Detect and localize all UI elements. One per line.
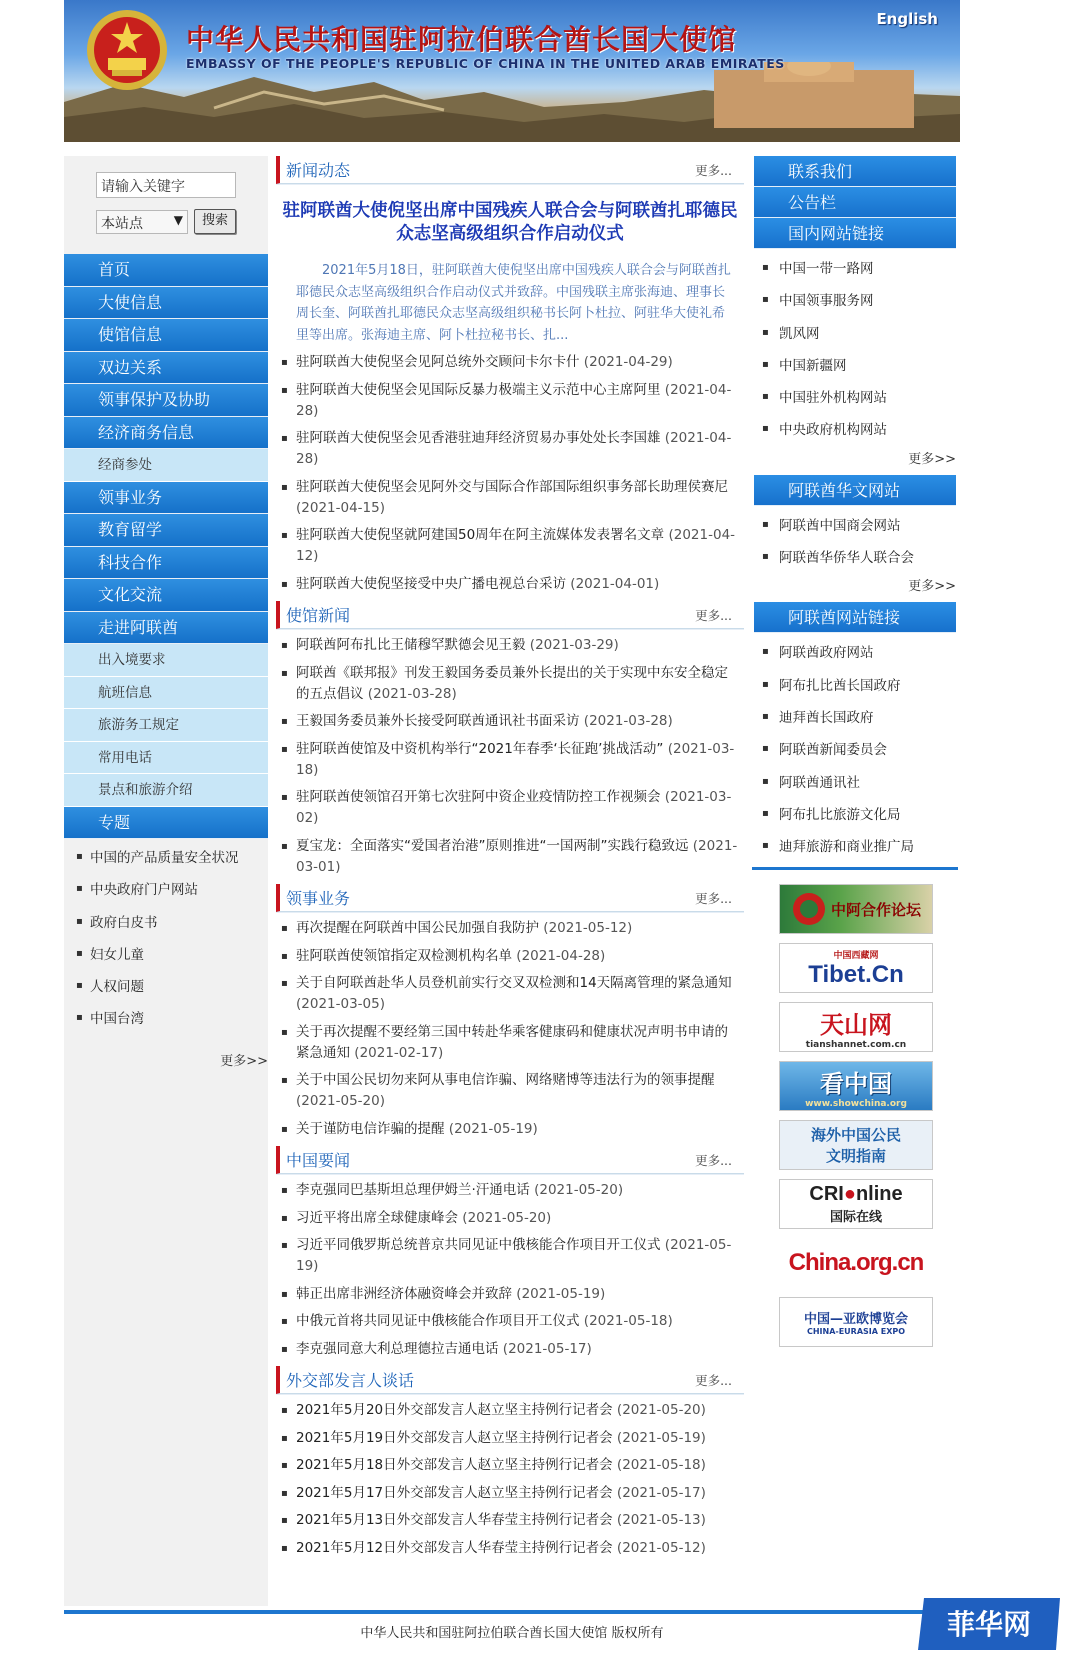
news-date: (2021-05-13) bbox=[616, 1512, 706, 1528]
nav-item[interactable]: 经济商务信息 bbox=[64, 417, 268, 450]
news-title[interactable]: 关于再次提醒不要经第三国中转赴华乘客健康码和健康状况声明书申请的紧急通知 bbox=[296, 1023, 728, 1061]
section-title[interactable]: 新闻动态 bbox=[286, 161, 351, 180]
domestic-links-header: 国内网站链接 bbox=[754, 218, 956, 249]
chinese-sites-list bbox=[752, 510, 958, 575]
news-item[interactable] bbox=[276, 635, 744, 656]
nav-item[interactable]: 航班信息 bbox=[64, 677, 268, 710]
external-link[interactable]: ▪ 迪拜酋长国政府 bbox=[752, 702, 958, 734]
news-title[interactable]: 阿联酋《联邦报》刊发王毅国务委员兼外长提出的关于实现中东安全稳定的五点倡议 bbox=[296, 664, 728, 702]
chinese-more-link[interactable]: 更多>> bbox=[908, 579, 956, 595]
section-title[interactable]: 外交部发言人谈话 bbox=[286, 1371, 415, 1390]
great-wall-scenery bbox=[64, 62, 960, 142]
external-link[interactable]: ▪ 迪拜旅游和商业推广局 bbox=[752, 831, 958, 863]
news-item[interactable] bbox=[276, 1483, 744, 1504]
external-link[interactable]: ▪ 凯风网 bbox=[752, 318, 958, 350]
news-item[interactable] bbox=[276, 1538, 744, 1559]
news-list bbox=[276, 352, 744, 595]
news-item[interactable] bbox=[276, 836, 744, 878]
watermark-badge bbox=[910, 1592, 1070, 1656]
news-date: (2021-05-20) bbox=[534, 1182, 624, 1198]
contact-us-button[interactable]: 联系我们 bbox=[754, 156, 956, 187]
search-scope-value: 本站点 bbox=[101, 216, 143, 232]
news-date: (2021-04-01) bbox=[570, 575, 660, 592]
topic-list bbox=[64, 842, 268, 1036]
domestic-links-list bbox=[752, 253, 958, 447]
news-date: (2021-05-12) bbox=[616, 1539, 706, 1556]
external-link[interactable]: ▪ 阿联酋通讯社 bbox=[752, 767, 958, 799]
news-date: (2021-05-17) bbox=[616, 1484, 706, 1501]
logo-text: tianshannet.com.cn bbox=[805, 1039, 907, 1050]
nav-item[interactable]: 科技合作 bbox=[64, 547, 268, 580]
news-item[interactable] bbox=[276, 918, 744, 939]
news-item[interactable] bbox=[276, 1455, 744, 1476]
civility-guide-logo[interactable] bbox=[779, 1120, 933, 1170]
showchina-logo[interactable] bbox=[779, 1061, 933, 1111]
news-item[interactable] bbox=[276, 525, 744, 567]
news-title[interactable]: 2021年5月20日外交部发言人赵立坚主持例行记者会 bbox=[296, 1402, 613, 1418]
news-title[interactable]: 驻阿联酋大使倪坚会见香港驻迪拜经济贸易办事处处长李国雄 bbox=[296, 430, 661, 446]
spokesperson-list bbox=[276, 1400, 744, 1559]
external-link[interactable]: ▪ 阿联酋新闻委员会 bbox=[752, 734, 958, 766]
section-title[interactable]: 领事业务 bbox=[286, 889, 351, 908]
section-header-china-news bbox=[276, 1146, 744, 1174]
tibet-cn-logo[interactable] bbox=[779, 943, 933, 993]
news-title[interactable]: 驻阿联酋大使倪坚接受中央广播电视总台采访 bbox=[296, 575, 566, 592]
notice-board-button[interactable]: 公告栏 bbox=[754, 187, 956, 218]
nav-item[interactable]: 专题 bbox=[64, 807, 268, 840]
more-link[interactable]: 更多... bbox=[695, 608, 732, 623]
news-title[interactable]: 习近平将出席全球健康峰会 bbox=[296, 1209, 458, 1226]
logo-text: China.org.cn bbox=[788, 1249, 924, 1276]
nav-item[interactable]: 教育留学 bbox=[64, 514, 268, 547]
news-item[interactable] bbox=[276, 477, 744, 519]
nav-item[interactable]: 使馆信息 bbox=[64, 319, 268, 352]
left-sidebar bbox=[64, 156, 268, 1606]
section-title[interactable]: 中国要闻 bbox=[286, 1151, 351, 1170]
external-link[interactable]: ▪ 阿联酋政府网站 bbox=[752, 637, 958, 669]
logo-text: 中国—亚欧博览会 bbox=[803, 1312, 908, 1327]
main-content bbox=[276, 156, 744, 1565]
copyright-text: 中华人民共和国驻阿拉伯联合酋长国大使馆 版权所有 bbox=[360, 1626, 664, 1641]
news-item[interactable] bbox=[276, 1339, 744, 1360]
news-date: (2021-05-18) bbox=[583, 1313, 673, 1329]
section-header-spokesperson bbox=[276, 1366, 744, 1394]
nav-item[interactable]: 常用电话 bbox=[64, 742, 268, 775]
news-title[interactable]: 阿联酋阿布扎比王储穆罕默德会见王毅 bbox=[296, 637, 526, 653]
nav-item[interactable]: 首页 bbox=[64, 254, 268, 287]
nav-item[interactable]: 出入境要求 bbox=[64, 644, 268, 677]
globe-icon bbox=[791, 891, 827, 927]
news-date: (2021-05-19) bbox=[448, 1120, 538, 1137]
news-date: (2021-02-17) bbox=[354, 1044, 444, 1061]
cri-online-logo[interactable] bbox=[779, 1179, 933, 1229]
logo-text: Tibet.Cn bbox=[808, 960, 904, 988]
external-link[interactable]: ▪ 阿布扎比酋长国政府 bbox=[752, 670, 958, 702]
news-title[interactable]: 王毅国务委员兼外长接受阿联酋通讯社书面采访 bbox=[296, 713, 580, 729]
news-date: (2021-04-28) bbox=[516, 947, 606, 964]
topic-link[interactable]: ▪ 中央政府门户网站 bbox=[64, 874, 268, 906]
logo-text: 看中国 bbox=[820, 1069, 892, 1098]
nav-item[interactable]: 旅游务工规定 bbox=[64, 709, 268, 742]
logo-text: 中国西藏网 bbox=[833, 950, 879, 961]
news-item[interactable] bbox=[276, 711, 744, 732]
news-date: (2021-04-12) bbox=[296, 527, 736, 564]
news-date: (2021-05-20) bbox=[462, 1209, 552, 1226]
news-title[interactable]: 韩正出席非洲经济体融资峰会并致辞 bbox=[296, 1285, 512, 1302]
nav-item[interactable]: 景点和旅游介绍 bbox=[64, 774, 268, 807]
news-date: (2021-04-15) bbox=[296, 499, 385, 516]
uae-sites-list bbox=[752, 637, 958, 863]
news-title[interactable]: 驻阿联酋使领馆指定双检测机构名单 bbox=[296, 947, 512, 964]
watermark-text: 菲华网 bbox=[946, 1608, 1032, 1641]
headline-link[interactable]: 驻阿联酋大使倪坚出席中国残疾人联合会与阿联酋扎耶德民众志坚高级组织合作启动仪式 bbox=[282, 201, 738, 244]
topic-link[interactable]: ▪ 妇女儿童 bbox=[64, 939, 268, 971]
cri-dot-icon: ● bbox=[843, 1183, 856, 1205]
news-item[interactable] bbox=[276, 1022, 744, 1064]
news-title[interactable]: 2021年5月17日外交部发言人赵立坚主持例行记者会 bbox=[296, 1484, 613, 1501]
search-input[interactable]: 请输入关键字 bbox=[96, 172, 236, 198]
news-title[interactable]: 2021年5月19日外交部发言人赵立坚主持例行记者会 bbox=[296, 1429, 613, 1446]
nav-item[interactable]: 经商参处 bbox=[64, 449, 268, 482]
embassy-title-cn: 中华人民共和国驻阿拉伯联合酋长国大使馆 bbox=[186, 23, 738, 56]
news-date: (2021-05-19) bbox=[616, 1429, 706, 1446]
partner-logos bbox=[779, 884, 935, 1356]
more-link[interactable]: 更多... bbox=[695, 1153, 732, 1168]
domestic-more-link[interactable]: 更多>> bbox=[908, 451, 956, 467]
news-date: (2021-03-18) bbox=[296, 740, 735, 778]
news-date: (2021-05-20) bbox=[296, 1093, 385, 1109]
news-item[interactable] bbox=[276, 1119, 744, 1140]
consular-list bbox=[276, 918, 744, 1140]
news-date: (2021-04-29) bbox=[583, 354, 673, 370]
china-org-cn-logo[interactable] bbox=[779, 1238, 933, 1288]
dropdown-arrow-icon: ▼ bbox=[173, 213, 183, 227]
external-link[interactable]: ▪ 阿联酋中国商会网站 bbox=[752, 510, 958, 542]
news-date: (2021-05-19) bbox=[296, 1237, 732, 1274]
external-link[interactable]: ▪ 阿联酋华侨华人联合会 bbox=[752, 542, 958, 574]
news-item[interactable] bbox=[276, 1400, 744, 1421]
logo-text: CHINA-EURASIA EXPO bbox=[806, 1327, 906, 1336]
more-link[interactable]: 更多... bbox=[695, 891, 732, 906]
more-link[interactable]: 更多... bbox=[695, 163, 732, 178]
news-item[interactable] bbox=[276, 973, 744, 1015]
search-button[interactable]: 搜索 bbox=[194, 209, 236, 234]
logo-text bbox=[809, 1183, 902, 1206]
news-item[interactable] bbox=[276, 352, 744, 373]
news-title[interactable]: 李克强同意大利总理德拉吉通电话 bbox=[296, 1340, 499, 1357]
news-title[interactable]: 关于谨防电信诈骗的提醒 bbox=[296, 1120, 445, 1137]
news-title[interactable]: 关于中国公民切勿来阿从事电信诈骗、网络赌博等违法行为的领事提醒 bbox=[296, 1072, 715, 1088]
search-scope-select[interactable] bbox=[96, 210, 188, 234]
news-date: (2021-05-20) bbox=[616, 1402, 706, 1418]
topic-link[interactable]: ▪ 中国台湾 bbox=[64, 1003, 268, 1035]
news-date: (2021-05-12) bbox=[543, 920, 633, 936]
news-item[interactable] bbox=[276, 1284, 744, 1305]
divider bbox=[752, 867, 958, 870]
nav-item[interactable]: 领事保护及协助 bbox=[64, 384, 268, 417]
logo-text: CRI bbox=[809, 1183, 844, 1205]
nav-item[interactable]: 走进阿联酋 bbox=[64, 612, 268, 645]
news-item[interactable] bbox=[276, 574, 744, 595]
section-header-embassy-news bbox=[276, 601, 744, 629]
news-date: (2021-03-05) bbox=[296, 996, 385, 1012]
logo-text: www.showchina.org bbox=[805, 1098, 907, 1109]
external-link[interactable]: ▪ 中央政府机构网站 bbox=[752, 414, 958, 446]
nav-item[interactable]: 大使信息 bbox=[64, 287, 268, 320]
logo-text: nline bbox=[855, 1183, 903, 1205]
news-item[interactable] bbox=[276, 1208, 744, 1229]
logo-text: 海外中国公民 bbox=[810, 1126, 901, 1144]
external-link[interactable]: ▪ 中国新疆网 bbox=[752, 350, 958, 382]
tianshan-net-logo[interactable] bbox=[779, 1002, 933, 1052]
news-date: (2021-03-28) bbox=[583, 713, 673, 729]
news-date: (2021-03-01) bbox=[296, 837, 738, 875]
logo-text: 文明指南 bbox=[825, 1147, 886, 1165]
news-title[interactable]: 驻阿联酋大使倪坚会见阿总统外交顾问卡尔卡什 bbox=[296, 354, 580, 370]
topic-link[interactable]: ▪ 中国的产品质量安全状况 bbox=[64, 842, 268, 874]
english-link[interactable]: English bbox=[876, 10, 938, 28]
section-header-news bbox=[276, 156, 744, 184]
national-emblem-icon bbox=[82, 4, 172, 104]
embassy-news-list bbox=[276, 635, 744, 878]
nav-item[interactable]: 文化交流 bbox=[64, 579, 268, 612]
news-date: (2021-03-28) bbox=[367, 685, 457, 702]
more-link[interactable]: 更多... bbox=[695, 1373, 732, 1388]
news-title[interactable]: 中俄元首将共同见证中俄核能合作项目开工仪式 bbox=[296, 1313, 580, 1329]
news-item[interactable] bbox=[276, 1070, 744, 1112]
news-item[interactable] bbox=[276, 380, 744, 422]
china-eurasia-expo-logo[interactable] bbox=[779, 1297, 933, 1347]
embassy-title-en: EMBASSY OF THE PEOPLE'S REPUBLIC OF CHINA IN THE UNITED ARAB EMIRATES bbox=[186, 56, 785, 71]
news-date: (2021-05-17) bbox=[502, 1340, 592, 1357]
topic-link[interactable]: ▪ 人权问题 bbox=[64, 971, 268, 1003]
logo-text: 国际在线 bbox=[829, 1210, 882, 1225]
news-title[interactable]: 驻阿联酋使领馆召开第七次驻阿中资企业疫情防控工作视频会 bbox=[296, 789, 661, 805]
news-item[interactable] bbox=[276, 946, 744, 967]
section-title[interactable]: 使馆新闻 bbox=[286, 606, 351, 625]
news-title[interactable]: 2021年5月13日外交部发言人华春莹主持例行记者会 bbox=[296, 1512, 613, 1528]
nav-item[interactable]: 双边关系 bbox=[64, 352, 268, 385]
footer-divider bbox=[64, 1610, 960, 1614]
topic-link[interactable]: ▪ 政府白皮书 bbox=[64, 907, 268, 939]
external-link[interactable]: ▪ 中国一带一路网 bbox=[752, 253, 958, 285]
right-sidebar bbox=[752, 156, 958, 870]
china-arab-forum-logo[interactable] bbox=[779, 884, 933, 934]
external-link[interactable]: ▪ 阿布扎比旅游文化局 bbox=[752, 799, 958, 831]
news-title[interactable]: 2021年5月12日外交部发言人华春莹主持例行记者会 bbox=[296, 1539, 613, 1556]
news-title[interactable]: 驻阿联酋使馆及中资机构举行“2021年春季‘长征跑’挑战活动” bbox=[296, 740, 664, 757]
news-title[interactable]: 驻阿联酋大使倪坚会见阿外交与国际合作部国际组织事务部长助理侯赛尼 bbox=[296, 478, 728, 495]
chinese-sites-header: 阿联酋华文网站 bbox=[754, 475, 956, 506]
news-title[interactable]: 李克强同巴基斯坦总理伊姆兰·汗通电话 bbox=[296, 1182, 530, 1198]
nav-item[interactable]: 领事业务 bbox=[64, 482, 268, 515]
news-item[interactable] bbox=[276, 1510, 744, 1531]
news-item[interactable] bbox=[276, 1180, 744, 1201]
news-date: (2021-03-29) bbox=[529, 637, 619, 653]
external-link[interactable]: ▪ 中国驻外机构网站 bbox=[752, 382, 958, 414]
main-nav bbox=[64, 254, 268, 839]
news-item[interactable] bbox=[276, 787, 744, 829]
news-item[interactable] bbox=[276, 1311, 744, 1332]
news-item[interactable] bbox=[276, 1428, 744, 1449]
news-item[interactable] bbox=[276, 428, 744, 470]
news-title[interactable]: 驻阿联酋大使倪坚会见国际反暴力极端主义示范中心主席阿里 bbox=[296, 381, 661, 398]
news-date: (2021-04-28) bbox=[296, 381, 732, 419]
headline-summary: 2021年5月18日，驻阿联酋大使倪坚出席中国残疾人联合会与阿联酋扎耶德民众志坚高级组织合作启动仪式并致辞。中国残联主席张海迪、理事长周长奎、阿联酋扎耶德民众志坚高级组织秘书长阿卜杜拉、阿驻华大使礼希里等出席。张海迪主席、阿卜杜拉秘书长、扎... bbox=[296, 263, 731, 343]
uae-sites-header: 阿联酋网站链接 bbox=[754, 602, 956, 633]
news-date: (2021-04-28) bbox=[296, 430, 732, 467]
header-banner bbox=[64, 0, 960, 142]
topics-more-link[interactable]: 更多>> bbox=[220, 1054, 268, 1069]
news-title[interactable]: 关于自阿联酋赴华人员登机前实行交叉双检测和14天隔离管理的紧急通知 bbox=[296, 975, 732, 991]
news-title[interactable]: 驻阿联酋大使倪坚就阿建国50周年在阿主流媒体发表署名文章 bbox=[296, 527, 665, 543]
china-news-list bbox=[276, 1180, 744, 1360]
news-item[interactable] bbox=[276, 663, 744, 705]
news-item[interactable] bbox=[276, 739, 744, 781]
news-title[interactable]: 习近平同俄罗斯总统普京共同见证中俄核能合作项目开工仪式 bbox=[296, 1237, 661, 1253]
news-date: (2021-03-02) bbox=[296, 789, 732, 826]
news-item[interactable] bbox=[276, 1235, 744, 1277]
news-date: (2021-05-18) bbox=[616, 1457, 706, 1473]
news-title[interactable]: 2021年5月18日外交部发言人赵立坚主持例行记者会 bbox=[296, 1457, 613, 1473]
news-title[interactable]: 夏宝龙：全面落实“爱国者治港”原则推进“一国两制”实践行稳致远 bbox=[296, 837, 689, 854]
section-header-consular bbox=[276, 884, 744, 912]
news-date: (2021-05-19) bbox=[516, 1285, 606, 1302]
logo-text: 中阿合作论坛 bbox=[830, 900, 921, 919]
logo-text: 天山网 bbox=[820, 1009, 892, 1039]
external-link[interactable]: ▪ 中国领事服务网 bbox=[752, 285, 958, 317]
news-title[interactable]: 再次提醒在阿联酋中国公民加强自我防护 bbox=[296, 920, 539, 936]
